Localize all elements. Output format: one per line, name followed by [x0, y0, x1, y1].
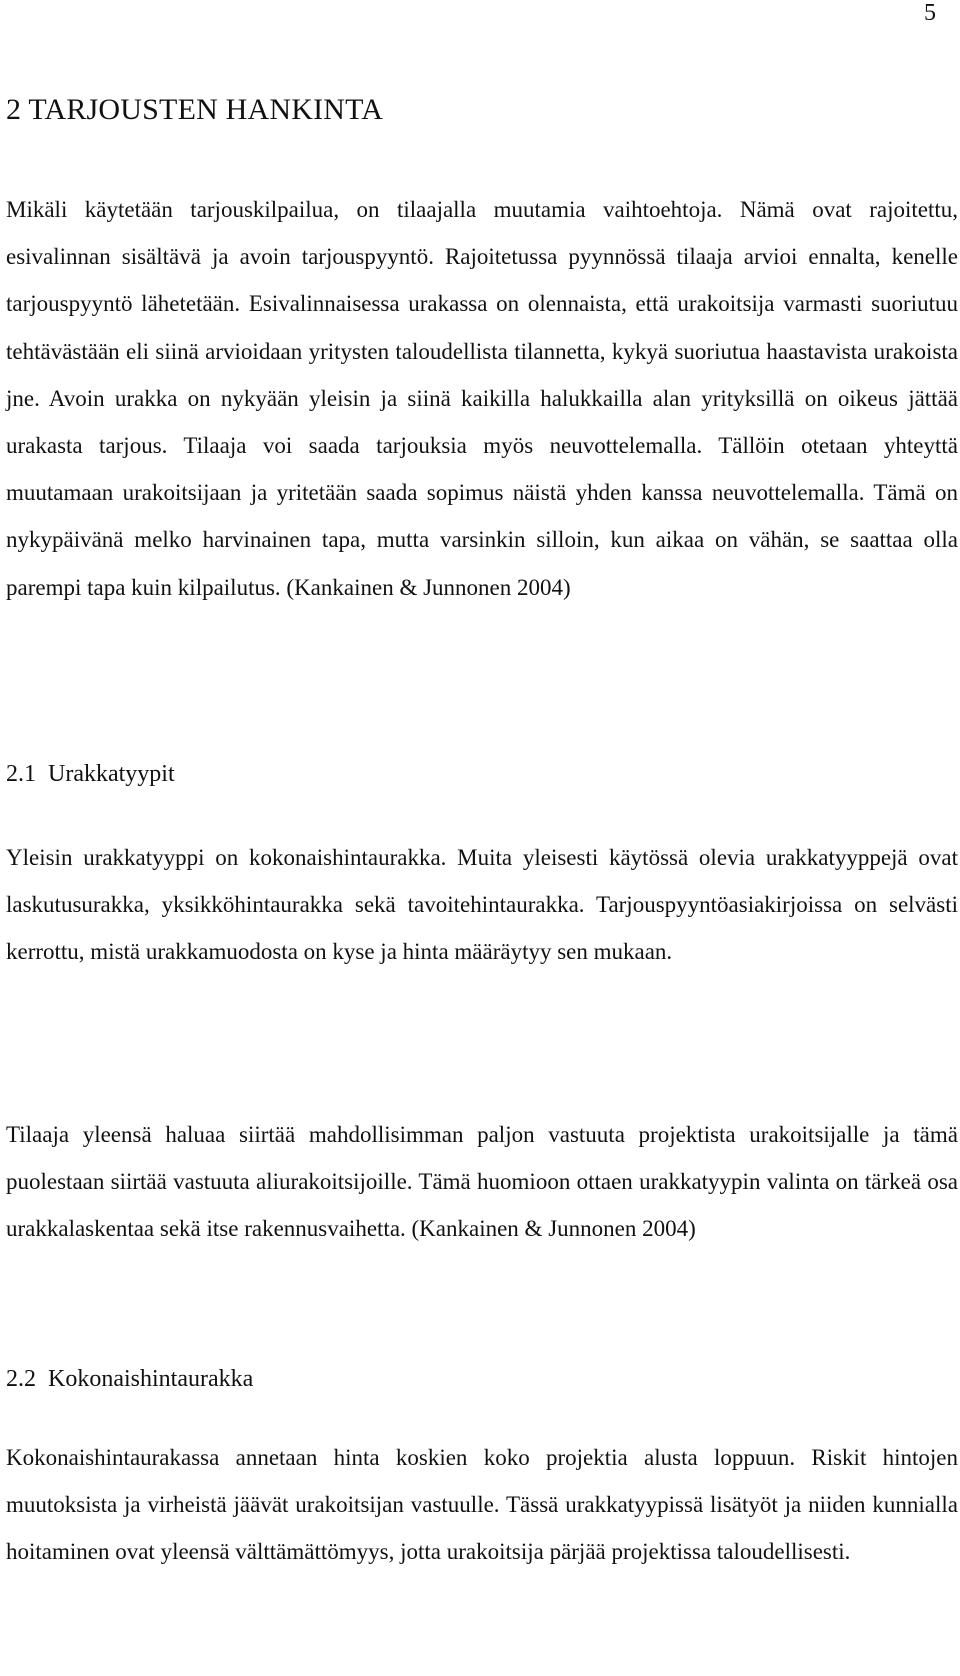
page-number: 5: [924, 0, 936, 26]
section-2-2-number: 2.2: [6, 1366, 36, 1392]
section-2-1-paragraph-2: Tilaaja yleensä haluaa siirtää mahdollisimman paljon vastuuta projektista urakoitsijalle ja tämä puolestaan siirtää vastuuta aliurakoitsijoille. Tämä huomioon ottaen urakkatyypin valinta on tärkeä osa urakkalaskentaa sekä itse rakennusvaihetta. (Kankainen & Junnonen 2004): [6, 1122, 958, 1242]
section-2-1-number: 2.1: [6, 761, 36, 787]
chapter-heading: 2 TARJOUSTEN HANKINTA: [6, 93, 384, 126]
section-2-2-title: Kokonaishintaurakka: [48, 1366, 254, 1392]
section-2-1-paragraph-1: Yleisin urakkatyyppi on kokonaishintaurakka. Muita yleisesti käytössä olevia urakkatyyppejä ovat laskutusurakka, yksikköhintaurakka sekä tavoitehintaurakka. Tarjouspyyntöasiakirjoissa on selvästi kerrottu, mistä urakkamuodosta on kyse ja hinta määräytyy sen mukaan.: [6, 845, 958, 965]
section-2-2-heading: [6, 1364, 253, 1394]
section-2-1-heading: [6, 759, 175, 789]
chapter-paragraph-1: Mikäli käytetään tarjouskilpailua, on tilaajalla muutamia vaihtoehtoja. Nämä ovat rajoitettu, esivalinnan sisältävä ja avoin tarjouspyyntö. Rajoitetussa pyynnössä tilaaja arvioi ennalta, kenelle tarjouspyyntö lähetetään. Esivalinnaisessa urakassa on olennaista, että urakoitsija varmasti suoriutuu tehtävästään eli siinä arvioidaan yritysten taloudellista tilannetta, kykyä suoriutua haastavista urakoista jne. Avoin urakka on nykyään yleisin ja siinä kaikilla halukkailla alan yrityksillä on oikeus jättää urakasta tarjous. Tilaaja voi saada tarjouksia myös neuvottelemalla. Tällöin otetaan yhteyttä muutamaan urakoitsijaan ja yritetään saada sopimus näistä yhden kanssa neuvottelemalla. Tämä on nykypäivänä melko harvinainen tapa, mutta varsinkin silloin, kun aikaa on vähän, se saattaa olla parempi tapa kuin kilpailutus. (Kankainen & Junnonen 2004): [6, 197, 958, 600]
section-2-2-paragraph-1: Kokonaishintaurakassa annetaan hinta koskien koko projektia alusta loppuun. Riskit hintojen muutoksista ja virheistä jäävät urakoitsijan vastuulle. Tässä urakkatyypissä lisätyöt ja niiden kunnialla hoitaminen ovat yleensä välttämättömyys, jotta urakoitsija pärjää projektissa taloudellisesti.: [6, 1445, 958, 1565]
section-2-1-title: Urakkatyypit: [48, 761, 175, 787]
